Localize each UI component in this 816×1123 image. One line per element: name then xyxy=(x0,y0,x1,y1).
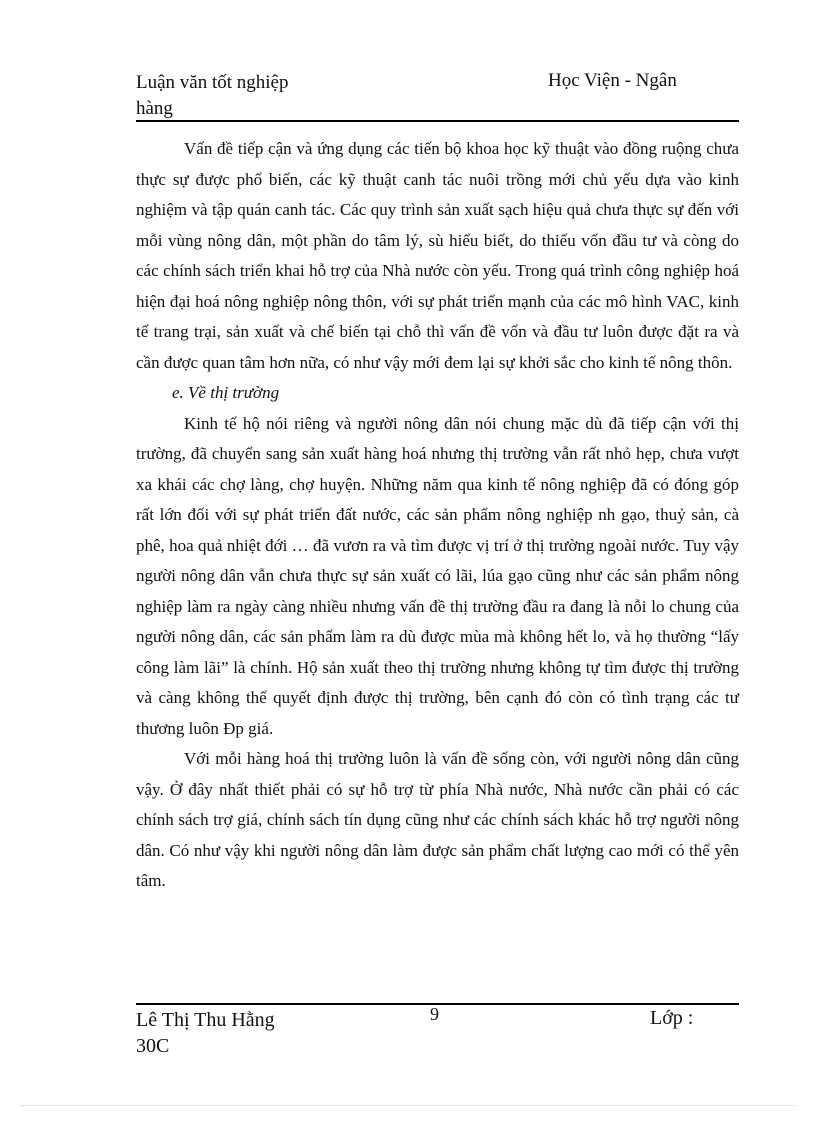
page-number: 9 xyxy=(430,1004,439,1024)
footer-author: Lê Thị Thu Hằng xyxy=(136,1009,275,1031)
section-heading: e. Về thị trường xyxy=(172,383,280,402)
paragraph: Với mỗi hàng hoá thị trường luôn là vấn đề sống còn, với người nông dân cũng vậy. Ở đây nhất thiết phải có sự hỗ trợ từ phía Nhà nước, Nhà nước cần phải có các chính sách trợ giá, chính sách tín dụng cũng như các chính sách khác hỗ trợ người nông dân. Có như vậy khi người nông dân làm được sản phẩm chất lượng cao mới có thể yên tâm. xyxy=(136,749,739,890)
footer-class-label: Lớp : xyxy=(650,1007,694,1029)
header-thesis-label: Luận văn tốt nghiệp xyxy=(136,72,289,93)
footer-class-code: 30C xyxy=(136,1035,170,1057)
paragraph: Kinh tế hộ nói riêng và người nông dân nói chung mặc dù đã tiếp cận với thị trường, đã chuyển sang sản xuất hàng hoá nhưng thị trường vẫn rất nhỏ hẹp, chưa vượt xa khái các chợ làng, chợ huyện. Những năm qua kinh tế nông nghiệp đã có đóng góp rất lớn đối với sự phát triển đất nước, các sản phẩm nông nghiệp nh gạo, thuỷ sản, cà phê, hoa quả nhiệt đới … đã vươn ra và tìm được vị trí ở thị trường ngoài nước. Tuy vậy người nông dân vẫn chưa thực sự sản xuất có lãi, lúa gạo cũng như các sản phẩm nông nghiệp làm ra ngày càng nhiều nhưng vấn đề thị trường đầu ra đang là nỗi lo chung của người nông dân, các sản phẩm làm ra dù được mùa mà không hết lo, và họ thường “lấy công làm lãi” là chính. Hộ sản xuất theo thị trường nhưng không tự tìm được thị trường và càng không thể quyết định được thị trường, bên cạnh đó còn có tình trạng các tư thương luôn Ðp giá. xyxy=(136,413,739,738)
page-body xyxy=(136,134,739,897)
header-rule xyxy=(136,120,739,122)
header-institution: Học Viện - Ngân xyxy=(548,70,677,91)
paragraph: Vấn đề tiếp cận và ứng dụng các tiến bộ khoa học kỹ thuật vào đồng ruộng chưa thực sự được phổ biến, các kỹ thuật canh tác nuôi trồng mới chủ yếu dựa vào kinh nghiệm và tập quán canh tác. Các quy trình sản xuất sạch hiệu quả chưa thực sự đến với mỗi vùng nông dân, một phần do tâm lý, sù hiểu biết, do thiếu vốn đầu tư và còng do các chính sách triển khai hỗ trợ của Nhà nước còn yếu. Trong quá trình công nghiệp hoá hiện đại hoá nông nghiệp nông thôn, với sự phát triển mạnh của các mô hình VAC, kinh tế trang trại, sản xuất và chế biến tại chỗ thì vấn đề vốn và đầu tư luôn được đặt ra và cần được quan tâm hơn nữa, có như vậy mới đem lại sự khởi sắc cho kinh tế nông thôn. xyxy=(136,139,739,372)
header-thesis-label-wrap: hàng xyxy=(136,98,173,119)
footer-left xyxy=(136,1007,275,1059)
page-edge-divider xyxy=(20,1105,796,1106)
header-left xyxy=(136,70,289,122)
